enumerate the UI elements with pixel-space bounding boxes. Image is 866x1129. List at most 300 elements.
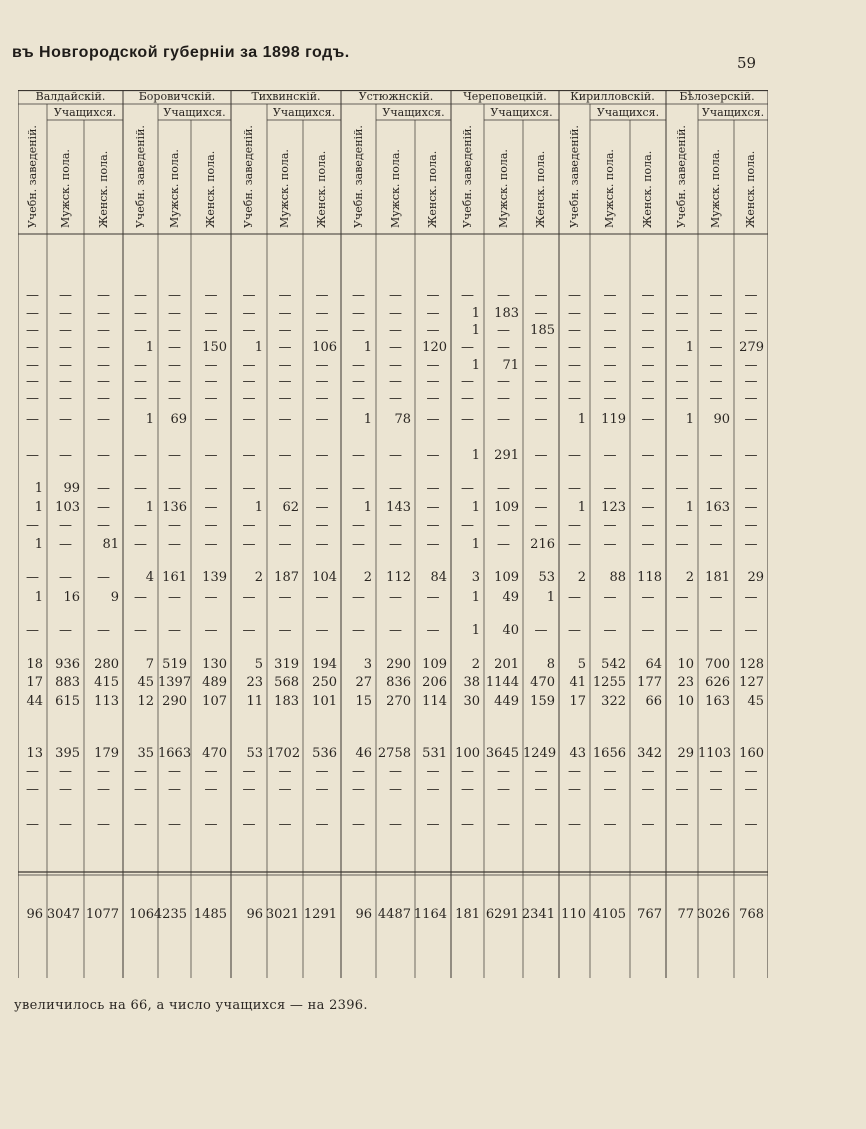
table-cell: —: [568, 323, 581, 338]
table-cell: 179: [94, 746, 119, 761]
table-cell: —: [426, 817, 440, 832]
table-cell: —: [389, 782, 402, 797]
table-cell: —: [59, 323, 72, 338]
table-cell: 1702: [267, 746, 301, 761]
table-cell: —: [709, 817, 723, 832]
table-cell: —: [389, 590, 402, 605]
table-cell: 10: [677, 657, 694, 672]
table-cell: —: [426, 518, 440, 533]
column-header: Мужск. пола.: [497, 149, 510, 228]
table-cell: —: [97, 481, 110, 496]
table-cell: 84: [430, 570, 447, 585]
table-cell: —: [242, 481, 256, 496]
table-cell: 2: [577, 570, 586, 585]
table-cell: —: [389, 537, 402, 552]
table-cell: —: [168, 323, 181, 338]
table-cell: 104: [312, 570, 337, 585]
column-header: Женск. пола.: [641, 150, 654, 228]
table-cell: 194: [312, 657, 337, 672]
table-cell: —: [134, 537, 147, 552]
table-cell: —: [497, 340, 510, 355]
table-cell: —: [26, 764, 39, 779]
table-cell: 101: [312, 694, 337, 709]
table-cell: 1: [363, 340, 372, 355]
table-cell: —: [134, 288, 147, 303]
table-cell: 1: [34, 500, 43, 515]
table-cell: —: [744, 374, 758, 389]
table-cell: 626: [705, 675, 730, 690]
table-cell: 4: [145, 570, 154, 585]
table-cell: —: [675, 518, 689, 533]
table-cell: —: [389, 817, 402, 832]
table-cell: —: [603, 481, 617, 496]
table-cell: 53: [246, 746, 263, 761]
table-cell: —: [97, 817, 110, 832]
table-cell: —: [603, 340, 617, 355]
table-cell: —: [168, 537, 181, 552]
table-cell: —: [26, 817, 39, 832]
table-cell: 470: [202, 746, 227, 761]
table-cell: —: [204, 412, 218, 427]
table-cell: 279: [739, 340, 764, 355]
table-cell: 8: [546, 657, 555, 672]
table-cell: —: [242, 288, 256, 303]
table-cell: —: [59, 306, 72, 321]
table-cell: —: [641, 358, 655, 373]
table-cell: —: [675, 537, 689, 552]
table-cell: —: [59, 570, 72, 585]
table-cell: —: [461, 412, 474, 427]
table-cell: —: [709, 323, 723, 338]
table-cell: —: [568, 590, 581, 605]
table-cell: —: [352, 764, 365, 779]
table-cell: 109: [422, 657, 447, 672]
column-header: Женск. пола.: [315, 150, 328, 228]
table-cell: 49: [502, 590, 519, 605]
table-cell: 1656: [592, 746, 626, 761]
table-cell: 1144: [485, 675, 519, 690]
table-cell: 90: [713, 412, 730, 427]
table-cell: —: [315, 448, 329, 463]
table-cell: —: [534, 340, 548, 355]
table-cell: —: [278, 340, 292, 355]
table-cell: —: [26, 782, 39, 797]
table-cell: —: [278, 782, 292, 797]
table-cell: —: [534, 817, 548, 832]
table-cell: 62: [282, 500, 299, 515]
column-header: Мужск. пола.: [168, 149, 181, 228]
table-cell: —: [426, 590, 440, 605]
table-cell: —: [204, 288, 218, 303]
table-cell: 185: [530, 323, 555, 338]
table-cell: —: [315, 764, 329, 779]
page-number: 59: [737, 54, 757, 72]
table-cell: 66: [645, 694, 662, 709]
table-cell: —: [534, 782, 548, 797]
table-cell: —: [315, 391, 329, 406]
table-cell: —: [568, 764, 581, 779]
table-cell: —: [744, 817, 758, 832]
table-cell: —: [168, 374, 181, 389]
table-cell: —: [242, 623, 256, 638]
table-cell: —: [168, 782, 181, 797]
table-cell: 1: [471, 623, 480, 638]
table-cell: 136: [162, 500, 187, 515]
table-cell: 322: [601, 694, 626, 709]
table-cell: —: [709, 358, 723, 373]
table-cell: —: [497, 782, 510, 797]
table-cell: —: [426, 306, 440, 321]
table-cell: 17: [26, 675, 43, 690]
table-cell: —: [603, 590, 617, 605]
table-cell: —: [534, 481, 548, 496]
table-cell: 1: [254, 340, 263, 355]
table-cell: 3645: [485, 746, 519, 761]
table-cell: —: [97, 391, 110, 406]
table-cell: —: [59, 358, 72, 373]
table-cell: —: [568, 782, 581, 797]
table-cell: 18: [26, 657, 43, 672]
table-cell: —: [134, 374, 147, 389]
table-cell: —: [603, 817, 617, 832]
table-cell: 109: [494, 570, 519, 585]
table-cell: —: [426, 323, 440, 338]
column-header: Мужск. пола.: [278, 149, 291, 228]
table-cell: —: [242, 518, 256, 533]
table-cell: —: [497, 323, 510, 338]
table-cell: —: [497, 481, 510, 496]
table-cell: —: [389, 340, 402, 355]
table-cell: —: [204, 323, 218, 338]
table-cell: 415: [94, 675, 119, 690]
table-cell: —: [534, 623, 548, 638]
table-cell: 43: [569, 746, 586, 761]
table-cell: —: [389, 623, 402, 638]
table-cell: —: [641, 817, 655, 832]
table-cell: —: [641, 623, 655, 638]
table-cell: —: [242, 764, 256, 779]
pupils-header: Учащихся.: [382, 106, 445, 119]
table-cell: 1103: [698, 746, 732, 761]
table-cell: —: [26, 358, 39, 373]
table-cell: —: [744, 306, 758, 321]
table-cell: —: [97, 570, 110, 585]
table-cell: —: [534, 412, 548, 427]
district-header: Устюжнскій.: [358, 90, 434, 103]
table-cell: —: [534, 288, 548, 303]
footer-note: увеличилось на 66, а число учащихся — на 2396.: [14, 998, 368, 1013]
table-cell: —: [641, 374, 655, 389]
table-cell: —: [59, 391, 72, 406]
column-header: Женск. пола.: [204, 150, 217, 228]
table-cell: —: [389, 358, 402, 373]
table-cell: —: [744, 590, 758, 605]
table-cell: —: [497, 537, 510, 552]
total-cell: 1485: [193, 907, 227, 922]
total-cell: 3026: [696, 907, 730, 922]
table-cell: 160: [739, 746, 764, 761]
table-cell: —: [168, 481, 181, 496]
table-cell: —: [389, 481, 402, 496]
table-cell: 2: [685, 570, 694, 585]
table-cell: —: [534, 764, 548, 779]
table-cell: 1: [34, 481, 43, 496]
table-cell: —: [26, 374, 39, 389]
table-cell: —: [641, 518, 655, 533]
table-cell: —: [134, 391, 147, 406]
table-cell: 615: [55, 694, 80, 709]
table-cell: —: [26, 570, 39, 585]
table-cell: —: [26, 412, 39, 427]
total-cell: 96: [355, 907, 372, 922]
table-cell: —: [204, 448, 218, 463]
table-cell: —: [675, 817, 689, 832]
table-cell: 44: [26, 694, 43, 709]
table-cell: —: [97, 623, 110, 638]
table-cell: —: [134, 817, 147, 832]
table-cell: —: [352, 391, 365, 406]
table-cell: 29: [677, 746, 694, 761]
table-cell: —: [352, 374, 365, 389]
table-cell: 120: [422, 340, 447, 355]
table-cell: —: [744, 537, 758, 552]
table-cell: —: [603, 537, 617, 552]
table-cell: 2: [471, 657, 480, 672]
table-cell: 187: [274, 570, 299, 585]
district-header: Кирилловскій.: [570, 90, 655, 103]
pupils-header: Учащихся.: [163, 106, 226, 119]
table-cell: 183: [274, 694, 299, 709]
column-header: Учебн. заведеній.: [461, 125, 474, 228]
table-cell: 291: [494, 448, 519, 463]
table-cell: —: [744, 481, 758, 496]
table-cell: —: [278, 358, 292, 373]
table-cell: —: [497, 288, 510, 303]
table-cell: 3: [363, 657, 372, 672]
table-cell: —: [389, 448, 402, 463]
table-cell: —: [568, 306, 581, 321]
table-cell: —: [278, 817, 292, 832]
column-header: Учебн. заведеній.: [352, 125, 365, 228]
table-cell: 5: [254, 657, 263, 672]
table-cell: —: [675, 323, 689, 338]
table-cell: —: [744, 358, 758, 373]
table-cell: 319: [274, 657, 299, 672]
table-cell: —: [352, 537, 365, 552]
table-cell: 64: [645, 657, 662, 672]
table-cell: —: [389, 323, 402, 338]
table-cell: 342: [637, 746, 662, 761]
table-cell: —: [568, 391, 581, 406]
table-cell: —: [97, 306, 110, 321]
table-cell: —: [134, 782, 147, 797]
table-cell: —: [461, 764, 474, 779]
table-cell: —: [641, 448, 655, 463]
table-cell: 1: [471, 500, 480, 515]
table-cell: —: [389, 306, 402, 321]
table-cell: —: [426, 537, 440, 552]
table-cell: —: [641, 340, 655, 355]
table-cell: —: [744, 782, 758, 797]
table-cell: —: [603, 358, 617, 373]
table-cell: —: [461, 391, 474, 406]
table-cell: —: [134, 518, 147, 533]
table-cell: 113: [94, 694, 119, 709]
total-cell: 3021: [265, 907, 299, 922]
table-cell: —: [426, 623, 440, 638]
table-cell: —: [204, 518, 218, 533]
table-cell: —: [568, 623, 581, 638]
table-cell: 15: [355, 694, 372, 709]
pupils-header: Учащихся.: [596, 106, 660, 119]
table-cell: —: [568, 537, 581, 552]
table-cell: —: [204, 500, 218, 515]
table-cell: —: [59, 764, 72, 779]
table-cell: —: [26, 448, 39, 463]
table-cell: —: [709, 306, 723, 321]
table-cell: —: [641, 782, 655, 797]
table-cell: —: [278, 391, 292, 406]
table-cell: 161: [162, 570, 187, 585]
table-cell: 536: [312, 746, 337, 761]
table-cell: —: [497, 374, 510, 389]
table-cell: 1: [471, 306, 480, 321]
table-cell: —: [315, 323, 329, 338]
table-cell: —: [278, 518, 292, 533]
table-cell: —: [242, 323, 256, 338]
table-cell: —: [315, 537, 329, 552]
table-cell: 78: [394, 412, 411, 427]
total-cell: 96: [26, 907, 43, 922]
table-cell: —: [315, 782, 329, 797]
table-cell: —: [709, 537, 723, 552]
table-cell: —: [278, 412, 292, 427]
table-cell: —: [204, 306, 218, 321]
table-cell: 3: [471, 570, 480, 585]
table-cell: —: [352, 518, 365, 533]
column-header: Мужск. пола.: [709, 149, 722, 228]
table-cell: —: [534, 374, 548, 389]
table-cell: 1: [363, 412, 372, 427]
table-cell: —: [315, 817, 329, 832]
table-cell: —: [97, 412, 110, 427]
table-cell: —: [97, 518, 110, 533]
column-header: Учебн. заведеній.: [242, 125, 255, 228]
table-cell: —: [278, 623, 292, 638]
table-cell: —: [534, 448, 548, 463]
table-cell: —: [315, 590, 329, 605]
table-cell: 143: [386, 500, 411, 515]
table-cell: —: [59, 412, 72, 427]
table-cell: —: [59, 374, 72, 389]
table-cell: —: [641, 288, 655, 303]
table-cell: —: [352, 306, 365, 321]
table-cell: 16: [63, 590, 80, 605]
table-cell: 45: [747, 694, 764, 709]
table-cell: —: [134, 358, 147, 373]
table-cell: 88: [609, 570, 626, 585]
table-cell: —: [97, 358, 110, 373]
table-cell: —: [675, 288, 689, 303]
table-cell: 2758: [377, 746, 411, 761]
table-cell: 27: [355, 675, 372, 690]
table-cell: —: [97, 764, 110, 779]
table-cell: 1: [685, 340, 694, 355]
table-cell: —: [534, 391, 548, 406]
table-cell: —: [242, 391, 256, 406]
table-cell: 1663: [158, 746, 192, 761]
table-cell: —: [497, 817, 510, 832]
table-cell: —: [134, 323, 147, 338]
table-cell: —: [26, 306, 39, 321]
table-cell: 201: [494, 657, 519, 672]
table-cell: —: [242, 306, 256, 321]
table-cell: —: [204, 374, 218, 389]
table-cell: —: [389, 764, 402, 779]
table-cell: —: [426, 481, 440, 496]
table-cell: 10: [677, 694, 694, 709]
table-cell: —: [744, 623, 758, 638]
table-cell: 163: [705, 694, 730, 709]
table-cell: 489: [202, 675, 227, 690]
table-cell: —: [461, 481, 474, 496]
table-cell: 163: [705, 500, 730, 515]
table-cell: —: [315, 306, 329, 321]
table-cell: —: [709, 782, 723, 797]
table-cell: 1397: [158, 675, 192, 690]
table-cell: —: [352, 448, 365, 463]
total-cell: 77: [677, 907, 694, 922]
table-cell: 1: [363, 500, 372, 515]
table-cell: —: [675, 590, 689, 605]
table-cell: 519: [162, 657, 187, 672]
table-cell: —: [641, 323, 655, 338]
total-cell: 106: [129, 907, 154, 922]
table-cell: —: [315, 500, 329, 515]
table-cell: —: [497, 518, 510, 533]
table-cell: 250: [312, 675, 337, 690]
table-cell: —: [603, 288, 617, 303]
column-header: Учебн. заведеній.: [134, 125, 147, 228]
table-cell: —: [603, 391, 617, 406]
table-cell: —: [278, 590, 292, 605]
table-cell: —: [744, 391, 758, 406]
table-cell: —: [426, 412, 440, 427]
table-cell: —: [204, 590, 218, 605]
table-cell: —: [204, 623, 218, 638]
total-cell: 4487: [377, 907, 411, 922]
table-cell: —: [204, 764, 218, 779]
table-cell: —: [744, 764, 758, 779]
table-cell: —: [315, 288, 329, 303]
table-cell: 81: [102, 537, 119, 552]
table-cell: —: [97, 374, 110, 389]
table-cell: —: [242, 448, 256, 463]
table-cell: 9: [110, 590, 119, 605]
total-cell: 1077: [85, 907, 119, 922]
table-cell: —: [59, 782, 72, 797]
table-cell: —: [641, 590, 655, 605]
table-cell: —: [641, 537, 655, 552]
table-cell: —: [641, 764, 655, 779]
table-cell: 1: [34, 590, 43, 605]
table-cell: —: [641, 306, 655, 321]
table-cell: 139: [202, 570, 227, 585]
table-cell: 38: [463, 675, 480, 690]
pupils-header: Учащихся.: [272, 106, 336, 119]
table-cell: 100: [455, 746, 480, 761]
table-cell: —: [352, 817, 365, 832]
